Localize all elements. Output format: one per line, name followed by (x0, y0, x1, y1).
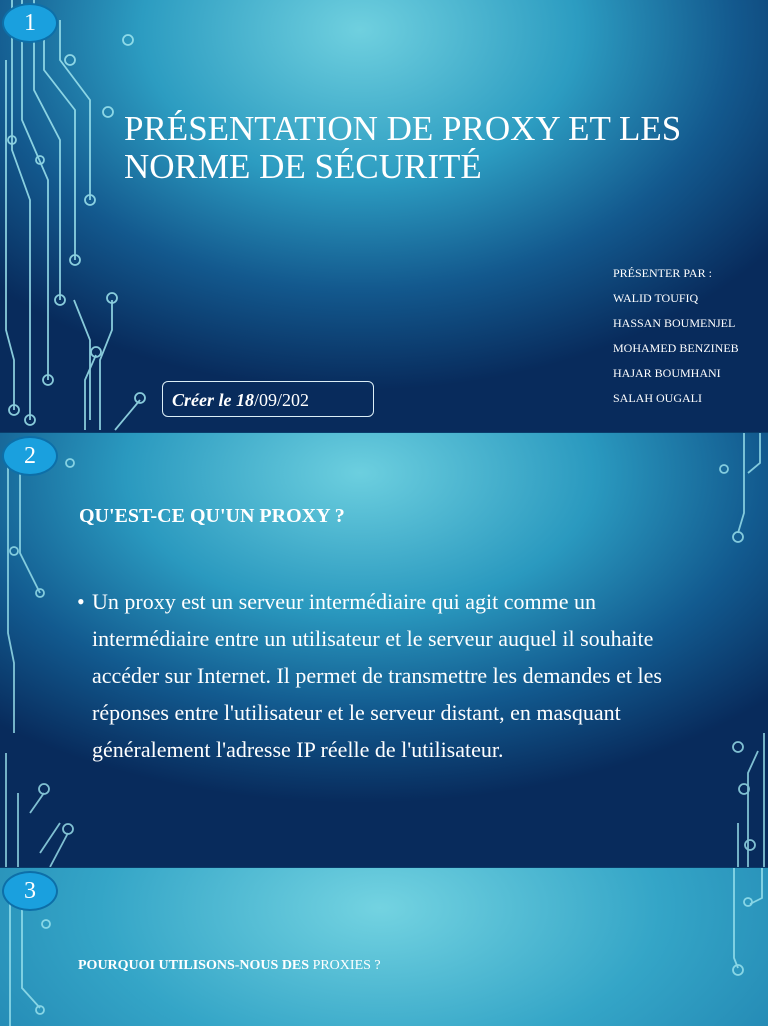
presenter-name: HASSAN BOUMENJEL (613, 316, 736, 330)
slide-3 (0, 867, 768, 1026)
slide-number-badge: 2 (2, 436, 58, 476)
heading-bold: POURQUOI UTILISONS-NOUS DES (78, 958, 313, 973)
slide-heading (78, 958, 381, 974)
slide-heading: QU'EST-CE QU'UN PROXY ? (79, 505, 345, 527)
heading-regular: PROXIES ? (312, 958, 381, 973)
circuit-decoration-right (698, 433, 768, 867)
presenter-name: SALAH OUGALI (613, 391, 702, 405)
slide-1 (0, 0, 768, 432)
slide-number-badge: 3 (2, 871, 58, 911)
bullet-text: Un proxy est un serveur intermédiaire qui agit comme un intermédiaire entre un utilisateur et le serveur auquel il souhaite accéder sur Internet. Il permet de transmettre les demandes et les réponses entre l'utilisateur et le serveur distant, en masquant généralement l'adresse IP réelle de l'utilisateur. (92, 589, 662, 762)
presenter-name: WALID TOUFIQ (613, 291, 699, 305)
presenter-name: MOHAMED BENZINEB (613, 341, 739, 355)
presenter-name: HAJAR BOUMHANI (613, 366, 721, 380)
date-suffix: /09/202 (253, 390, 309, 410)
presenters-block (613, 261, 739, 411)
slide-number-badge: 1 (2, 3, 58, 43)
bullet-item (77, 583, 697, 768)
presenters-label: PRÉSENTER PAR : (613, 266, 712, 280)
slide-title: PRÉSENTATION DE PROXY ET LES NORME DE SÉCURITÉ (124, 109, 682, 186)
circuit-decoration-right (698, 868, 768, 1026)
date-prefix: Créer le 18 (172, 390, 254, 410)
circuit-decoration-left (0, 0, 150, 432)
bullet-dot: • (77, 589, 85, 614)
creation-date-box (162, 381, 374, 417)
